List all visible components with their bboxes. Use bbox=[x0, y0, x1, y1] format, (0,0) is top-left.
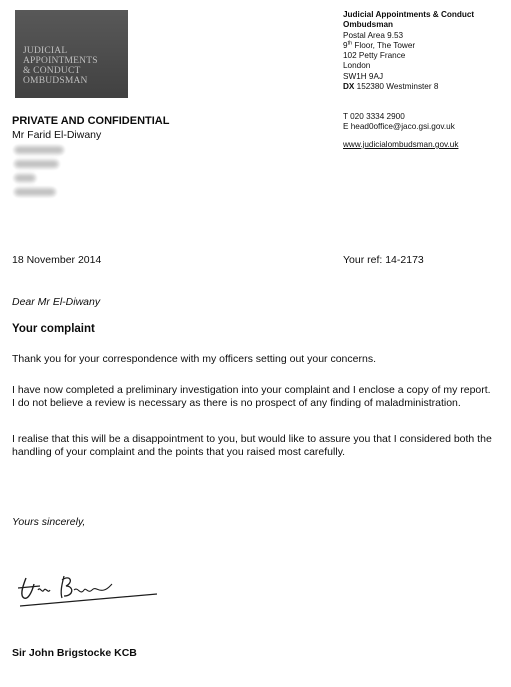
redacted-address-line bbox=[14, 188, 56, 196]
dx-value: 152380 Westminster 8 bbox=[354, 82, 439, 92]
signatory-name: Sir John Brigstocke KCB bbox=[12, 647, 137, 659]
private-confidential-label: PRIVATE AND CONFIDENTIAL bbox=[12, 115, 170, 127]
logo-line: OMBUDSMAN bbox=[23, 76, 88, 86]
handwritten-signature bbox=[12, 562, 162, 612]
letter-date: 18 November 2014 bbox=[12, 254, 102, 266]
sender-phone: T 020 3334 2900 bbox=[343, 112, 405, 121]
sender-city: London bbox=[343, 61, 371, 71]
sender-dx bbox=[343, 82, 508, 92]
recipient-name: Mr Farid El-Diwany bbox=[12, 129, 102, 141]
redacted-address-line bbox=[14, 146, 64, 154]
logo-line: APPOINTMENTS bbox=[23, 56, 98, 66]
sender-floor bbox=[343, 41, 508, 51]
sender-name-line2: Ombudsman bbox=[343, 20, 394, 30]
floor-suffix: th bbox=[347, 40, 353, 47]
closing: Yours sincerely, bbox=[12, 516, 86, 528]
logo-line: JUDICIAL bbox=[23, 46, 68, 56]
letter-subject: Your complaint bbox=[12, 323, 95, 335]
floor-rest: Floor, The Tower bbox=[352, 40, 416, 50]
redacted-address-line bbox=[14, 160, 59, 168]
sender-address bbox=[343, 10, 508, 92]
dx-label: DX bbox=[343, 82, 355, 92]
sender-postcode: SW1H 9AJ bbox=[343, 71, 384, 81]
your-reference: Your ref: 14-2173 bbox=[343, 254, 424, 266]
body-paragraph: I realise that this will be a disappointment to you, but would like to assure you that I considered both the handling of your complaint and the points that you raised most carefully. bbox=[12, 433, 492, 458]
salutation: Dear Mr El-Diwany bbox=[12, 296, 101, 308]
logo-wordmark bbox=[23, 46, 125, 86]
body-paragraph: I have now completed a preliminary investigation into your complaint and I enclose a copy of my report. I do not believe a review is necessary as there is no prospect of any finding of maladministration. bbox=[12, 384, 491, 409]
logo-line: & CONDUCT bbox=[23, 66, 81, 76]
floor-number: 9 bbox=[343, 40, 348, 50]
sender-contact bbox=[343, 112, 455, 133]
redacted-address-line bbox=[14, 174, 36, 182]
body-paragraph: Thank you for your correspondence with my officers setting out your concerns. bbox=[12, 353, 376, 365]
sender-name-line1: Judicial Appointments & Conduct bbox=[343, 10, 475, 19]
sender-website-link[interactable]: www.judicialombudsman.gov.uk bbox=[343, 140, 459, 149]
ombudsman-logo bbox=[15, 10, 128, 98]
sender-street: 102 Petty France bbox=[343, 51, 406, 61]
sender-email: E head0office@jaco.gsi.gov.uk bbox=[343, 122, 455, 132]
sender-postal-area: Postal Area 9.53 bbox=[343, 30, 404, 40]
